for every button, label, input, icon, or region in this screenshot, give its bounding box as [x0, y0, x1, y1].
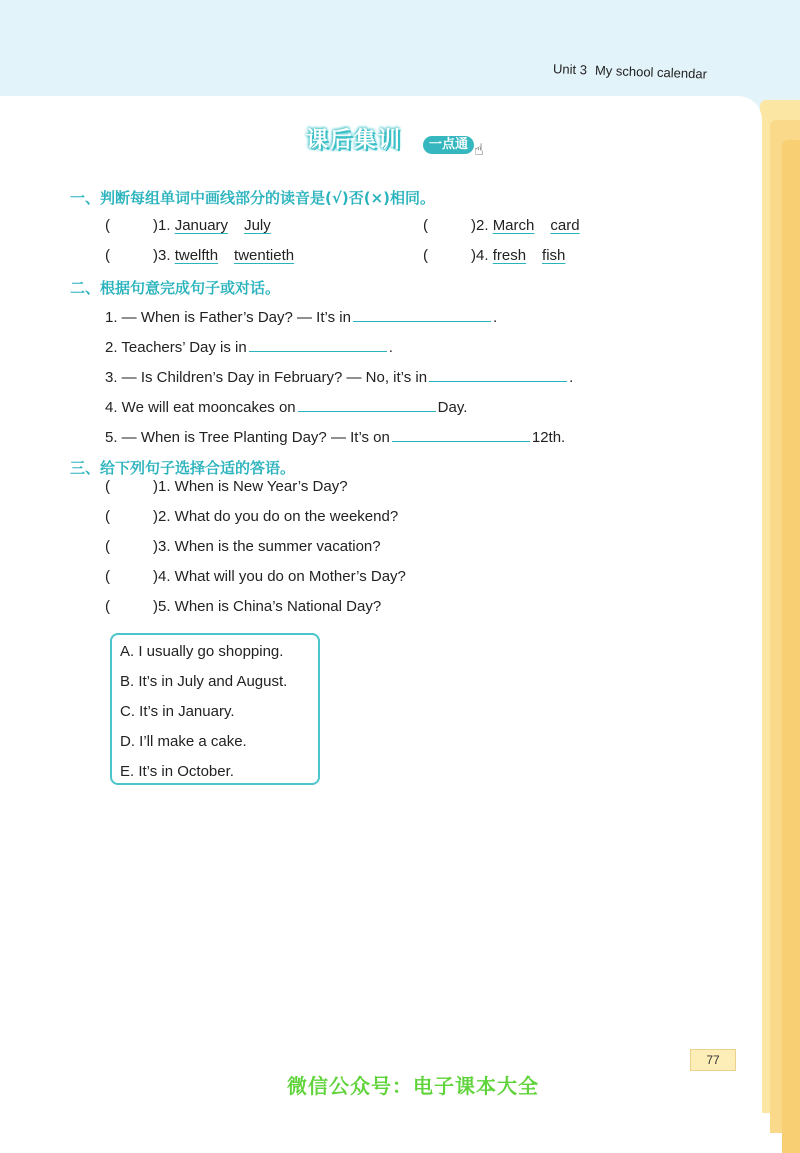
s1-item-4: ( )4. fresh fish	[423, 247, 566, 264]
section-banner	[298, 124, 498, 158]
option-d: D. I’ll make a cake.	[120, 733, 247, 750]
s3-item-1: ( )1. When is New Year’s Day?	[105, 478, 348, 495]
page-number: 77	[690, 1049, 736, 1071]
answer-options-box	[110, 633, 320, 785]
option-b: B. It’s in July and August.	[120, 673, 288, 690]
s2-item-1: 1. — When is Father’s Day? — It’s in .	[105, 309, 498, 326]
banner-subtitle: 一点通	[423, 136, 474, 154]
answer-blank[interactable]	[298, 397, 436, 412]
option-c: C. It’s in January.	[120, 703, 235, 720]
s1-item-2: ( )2. March card	[423, 217, 580, 234]
s3-item-3: ( )3. When is the summer vacation?	[105, 538, 381, 555]
banner-title: 课后集训	[306, 128, 403, 153]
unit-title: My school calendar	[594, 62, 708, 82]
s2-item-5: 5. — When is Tree Planting Day? — It’s on 12th.	[105, 429, 566, 446]
s3-item-4: ( )4. What will you do on Mother’s Day?	[105, 568, 406, 585]
watermark: 微信公众号：电子课本大全	[287, 1074, 539, 1098]
option-e: E. It’s in October.	[120, 763, 234, 780]
pointing-hand-icon: ☝	[474, 140, 484, 159]
unit-label: Unit 3	[552, 61, 588, 78]
s2-item-2: 2. Teachers’ Day is in .	[105, 339, 393, 356]
s1-item-1: ( )1. January July	[105, 217, 271, 234]
option-a: A. I usually go shopping.	[120, 643, 284, 660]
answer-blank[interactable]	[249, 337, 387, 352]
section-2-title: 二、根据句意完成句子或对话。	[70, 279, 281, 297]
answer-blank[interactable]	[392, 427, 530, 442]
section-1-title: 一、判断每组单词中画线部分的读音是(√)否(×)相同。	[70, 189, 435, 207]
s1-item-3: ( )3. twelfth twentieth	[105, 247, 295, 264]
s2-item-3: 3. — Is Children’s Day in February? — No, it’s in .	[105, 369, 574, 386]
page-edge-3	[782, 140, 800, 1153]
section-3-title: 三、给下列句子选择合适的答语。	[70, 459, 296, 477]
answer-blank[interactable]	[429, 367, 567, 382]
s2-item-4: 4. We will eat mooncakes on Day.	[105, 399, 468, 416]
answer-blank[interactable]	[353, 307, 491, 322]
s3-item-2: ( )2. What do you do on the weekend?	[105, 508, 399, 525]
s3-item-5: ( )5. When is China’s National Day?	[105, 598, 382, 615]
